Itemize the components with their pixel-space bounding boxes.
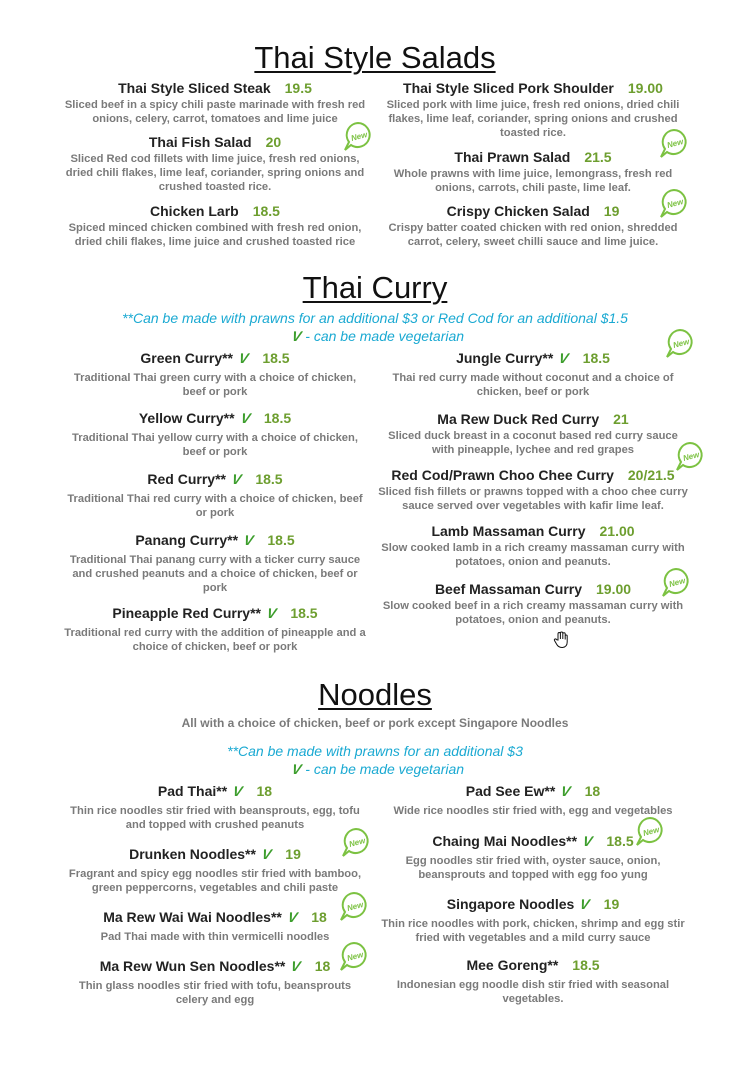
curry-veg-note: V - can be made vegetarian [290,328,465,344]
new-badge-label: New [682,450,701,463]
menu-item [62,605,368,654]
new-badge-icon [658,187,690,219]
item-description: Sliced Red cod fillets with lime juice, fresh red onions, dried chili flakes, lime leaf, coriander, spring onions and crushed toasted rice. [65,153,365,193]
new-badge-icon [674,440,706,472]
item-price: 20/21.5 [627,467,675,483]
new-badge-icon [660,566,692,598]
menu-item [376,467,690,513]
menu-item [378,523,688,569]
new-badge-label: New [346,900,365,913]
vegetarian-check-icon: V [239,410,252,426]
new-badge-icon [338,940,370,972]
item-description: Traditional Thai green curry with a choice of chicken, beef or pork [73,372,357,398]
item-description: Thin rice noodles with pork, chicken, shrimp and egg stir fried with vegetables and a mild curry sauce [381,918,685,944]
item-name: Drunken Noodles** [129,846,256,862]
item-description: Egg noodles stir fried with, oyster sauce, onion, beansprouts and topped with egg foo yung [405,855,661,881]
menu-item [378,957,688,1006]
item-price: 19.00 [627,80,663,96]
menu-item [62,134,368,194]
item-name: Pineapple Red Curry** [112,605,261,621]
item-price: 18.5 [263,410,292,426]
item-price: 18 [584,783,601,799]
salads-title: Thai Style Salads [254,40,496,75]
item-description: Traditional red curry with the addition of pineapple and a choice of chicken, beef or pork [64,627,366,653]
vegetarian-check-icon: V [578,896,592,912]
item-name: Pad See Ew** [465,783,556,799]
item-description: Sliced beef in a spicy chili paste marinade with fresh red onions, celery, carrot, tomatoes and lime juice [64,99,366,125]
new-badge-label: New [642,825,661,838]
item-name: Mee Goreng** [466,957,559,973]
item-description: Whole prawns with lime juice, lemongrass, fresh red onions, carrots, chili paste, lime leaf. [393,168,673,194]
item-price: 21 [613,411,629,427]
new-badge-label: New [668,576,687,589]
new-badge-icon [342,120,374,152]
item-description: Pad Thai made with thin vermicelli noodles [100,931,330,943]
item-description: Sliced pork with lime juice, fresh red onions, dried chili flakes, lime leaf, coriander, spring onions and crushed toasted rice. [386,99,680,139]
item-price: 18.5 [255,471,283,487]
item-price: 18 [314,958,331,974]
new-badge-label: New [672,337,691,350]
menu-item [62,80,368,126]
item-price: 18.5 [572,957,600,973]
new-badge-label: New [348,836,367,849]
menu-item [62,410,368,459]
item-description: Sliced fish fillets or prawns topped with a choo chee curry sauce served over vegetables with kafir lime leaf. [378,486,688,512]
item-price: 19.00 [596,581,632,597]
menu-item [378,411,688,457]
vegetarian-check-icon: V [260,846,273,862]
item-description: Slow cooked beef in a rich creamy massaman curry with potatoes, onion and peanuts. [382,600,684,626]
new-badge-icon [340,826,372,858]
hand-cursor-icon [552,631,570,649]
item-name: Ma Rew Wun Sen Noodles** [99,958,286,974]
item-name: Beef Massaman Curry [434,581,582,597]
item-name: Thai Style Sliced Pork Shoulder [403,80,614,96]
item-description: Thai red curry made without coconut and a choice of chicken, beef or pork [392,372,674,398]
item-price: 19 [285,846,301,862]
vegetarian-check-icon: V [242,532,255,548]
new-badge-label: New [666,197,685,210]
item-name: Thai Fish Salad [148,134,252,150]
menu-item [378,896,688,945]
item-name: Singapore Noodles [446,896,575,912]
item-name: Thai Style Sliced Steak [118,80,271,96]
item-description: Traditional Thai red curry with a choice of chicken, beef or pork [67,493,363,519]
item-price: 21.00 [599,523,635,539]
menu-item [378,581,688,627]
item-description: Thin rice noodles stir fried with beansprouts, egg, tofu and topped with crushed peanuts [70,805,360,831]
vegetarian-check-icon: V [290,761,303,777]
item-description: Traditional Thai panang curry with a ticker curry sauce and crushed peanuts and a choice of chicken, beef or pork [69,554,361,594]
menu-item [62,846,368,895]
item-name: Yellow Curry** [138,410,235,426]
item-description: Wide rice noodles stir fried with, egg and vegetables [393,805,673,817]
curry-title: Thai Curry [302,270,448,305]
menu-item [378,350,688,399]
menu-item [378,203,688,249]
item-price: 19 [603,203,620,219]
item-price: 20 [265,134,282,150]
item-description: Thin glass noodles stir fried with tofu, beansprouts celery and egg [78,980,352,1006]
menu-item [62,471,368,520]
item-name: Panang Curry** [135,532,239,548]
item-name: Chaing Mai Noodles** [432,833,578,849]
item-price: 18.5 [267,532,295,548]
menu-item [378,783,688,818]
item-description: Crispy batter coated chicken with red onion, shredded carrot, celery, sweet chilli sauce and lime juice. [388,222,678,248]
menu-item [62,532,368,595]
vegetarian-check-icon: V [265,605,278,621]
menu-item [378,149,688,195]
noodles-subtitle: All with a choice of chicken, beef or pork except Singapore Noodles [181,716,569,730]
item-description: Sliced duck breast in a coconut based red curry sauce with pineapple, lychee and red grapes [388,430,678,456]
new-badge-icon [338,890,370,922]
noodles-title: Noodles [318,677,432,712]
curry-prawn-note: **Can be made with prawns for an additional $3 or Red Cod for an additional $1.5 [122,310,628,326]
vegetarian-check-icon: V [289,958,303,974]
new-badge-icon [664,327,696,359]
item-price: 18.5 [290,605,318,621]
item-price: 18 [311,909,327,925]
new-badge-label: New [666,137,685,150]
noodles-prawn-note: **Can be made with prawns for an additional $3 [227,743,523,759]
new-badge-icon [658,127,690,159]
vegetarian-check-icon: V [290,328,303,344]
menu-item [62,783,368,832]
vegetarian-check-icon: V [231,783,244,799]
item-price: 21.5 [584,149,612,165]
item-price: 19 [603,896,620,912]
item-price: 18.5 [582,350,610,366]
vegetarian-check-icon: V [559,783,573,799]
item-name: Pad Thai** [157,783,228,799]
item-name: Jungle Curry** [456,350,554,366]
item-description: Fragrant and spicy egg noodles stir fried with bamboo, green peppercorns, vegetables and chili paste [68,868,362,894]
menu-item [378,80,688,140]
item-price: 18.5 [252,203,280,219]
menu-item [62,909,368,944]
item-name: Lamb Massaman Curry [431,523,586,539]
item-price: 18.5 [606,833,634,849]
menu-item [62,350,368,399]
item-name: Crispy Chicken Salad [446,203,590,219]
item-description: Indonesian egg noodle dish stir fried with seasonal vegetables. [396,979,670,1005]
new-badge-icon [634,815,666,847]
item-description: Spiced minced chicken combined with fresh red onion, dried chili flakes, lime juice and crushed toasted rice [68,222,362,248]
item-name: Red Curry** [147,471,226,487]
item-name: Green Curry** [140,350,233,366]
vegetarian-check-icon: V [230,471,243,487]
vegetarian-check-icon: V [581,833,594,849]
menu-item [62,958,368,1007]
item-name: Red Cod/Prawn Choo Chee Curry [391,467,614,483]
vegetarian-check-icon: V [286,909,299,925]
item-description: Slow cooked lamb in a rich creamy massaman curry with potatoes, onion and peanuts. [381,542,685,568]
menu-item [62,203,368,249]
vegetarian-check-icon: V [237,350,250,366]
vegetarian-check-icon: V [557,350,571,366]
item-description: Traditional Thai yellow curry with a choice of chicken, beef or pork [72,432,358,458]
item-price: 18.5 [262,350,290,366]
item-name: Chicken Larb [150,203,239,219]
item-name: Thai Prawn Salad [454,149,571,165]
item-price: 18 [256,783,273,799]
item-price: 19.5 [284,80,312,96]
new-badge-label: New [350,130,369,143]
new-badge-label: New [346,950,365,963]
item-name: Ma Rew Duck Red Curry [437,411,600,427]
item-name: Ma Rew Wai Wai Noodles** [103,909,282,925]
noodles-veg-note: V - can be made vegetarian [290,761,465,777]
